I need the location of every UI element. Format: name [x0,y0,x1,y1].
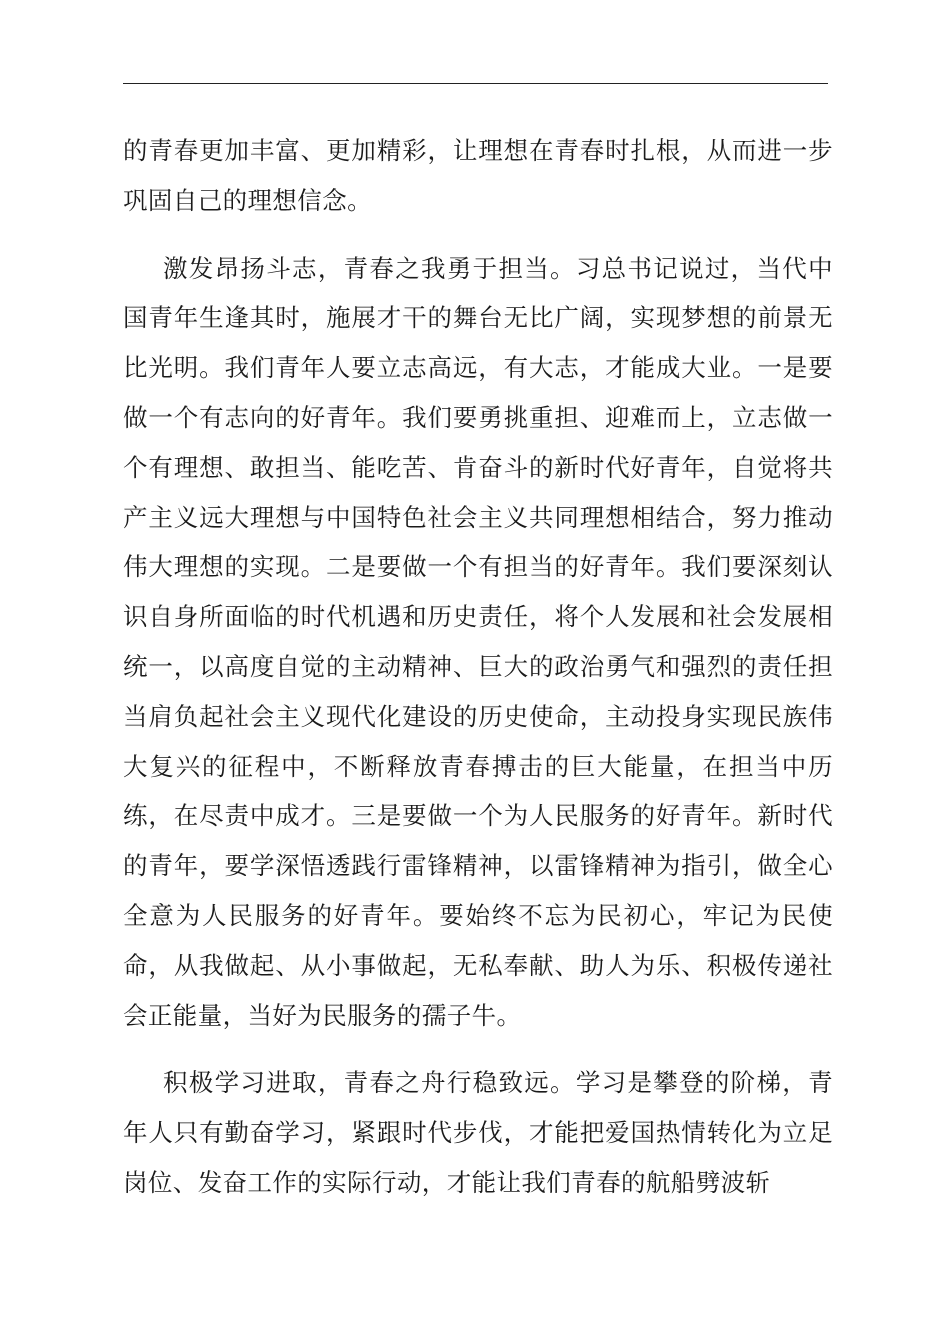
paragraph-take-responsibility: 激发昂扬斗志，青春之我勇于担当。习总书记说过，当代中国青年生逢其时，施展才干的舞台无比广阔，实现梦想的前景无比光明。我们青年人要立志高远，有大志，才能成大业。一是要做一个有志向的好青年。我们要勇挑重担、迎难而上，立志做一个有理想、敢担当、能吃苦、肯奋斗的新时代好青年，自觉将共产主义远大理想与中国特色社会主义共同理想相结合，努力推动伟大理想的实现。二是要做一个有担当的好青年。我们要深刻认识自身所面临的时代机遇和历史责任，将个人发展和社会发展相统一，以高度自觉的主动精神、巨大的政治勇气和强烈的责任担当肩负起社会主义现代化建设的历史使命，主动投身实现民族伟大复兴的征程中，不断释放青春搏击的巨大能量，在担当中历练，在尽责中成才。三是要做一个为人民服务的好青年。新时代的青年，要学深悟透践行雷锋精神，以雷锋精神为指引，做全心全意为人民服务的好青年。要始终不忘为民初心，牢记为民使命，从我做起、从小事做起，无私奉献、助人为乐、积极传递社会正能量，当好为民服务的孺子牛。 [123,253,833,1030]
header-rule [123,83,828,84]
paragraph-active-learning: 积极学习进取，青春之舟行稳致远。学习是攀登的阶梯，青年人只有勤奋学习，紧跟时代步伐，才能把爱国热情转化为立足岗位、发奋工作的实际行动，才能让我们青春的航船劈波斩 [123,1068,833,1197]
paragraph-continuation: 的青春更加丰富、更加精彩，让理想在青春时扎根，从而进一步巩固自己的理想信念。 [123,136,833,215]
document-body [123,126,833,1208]
